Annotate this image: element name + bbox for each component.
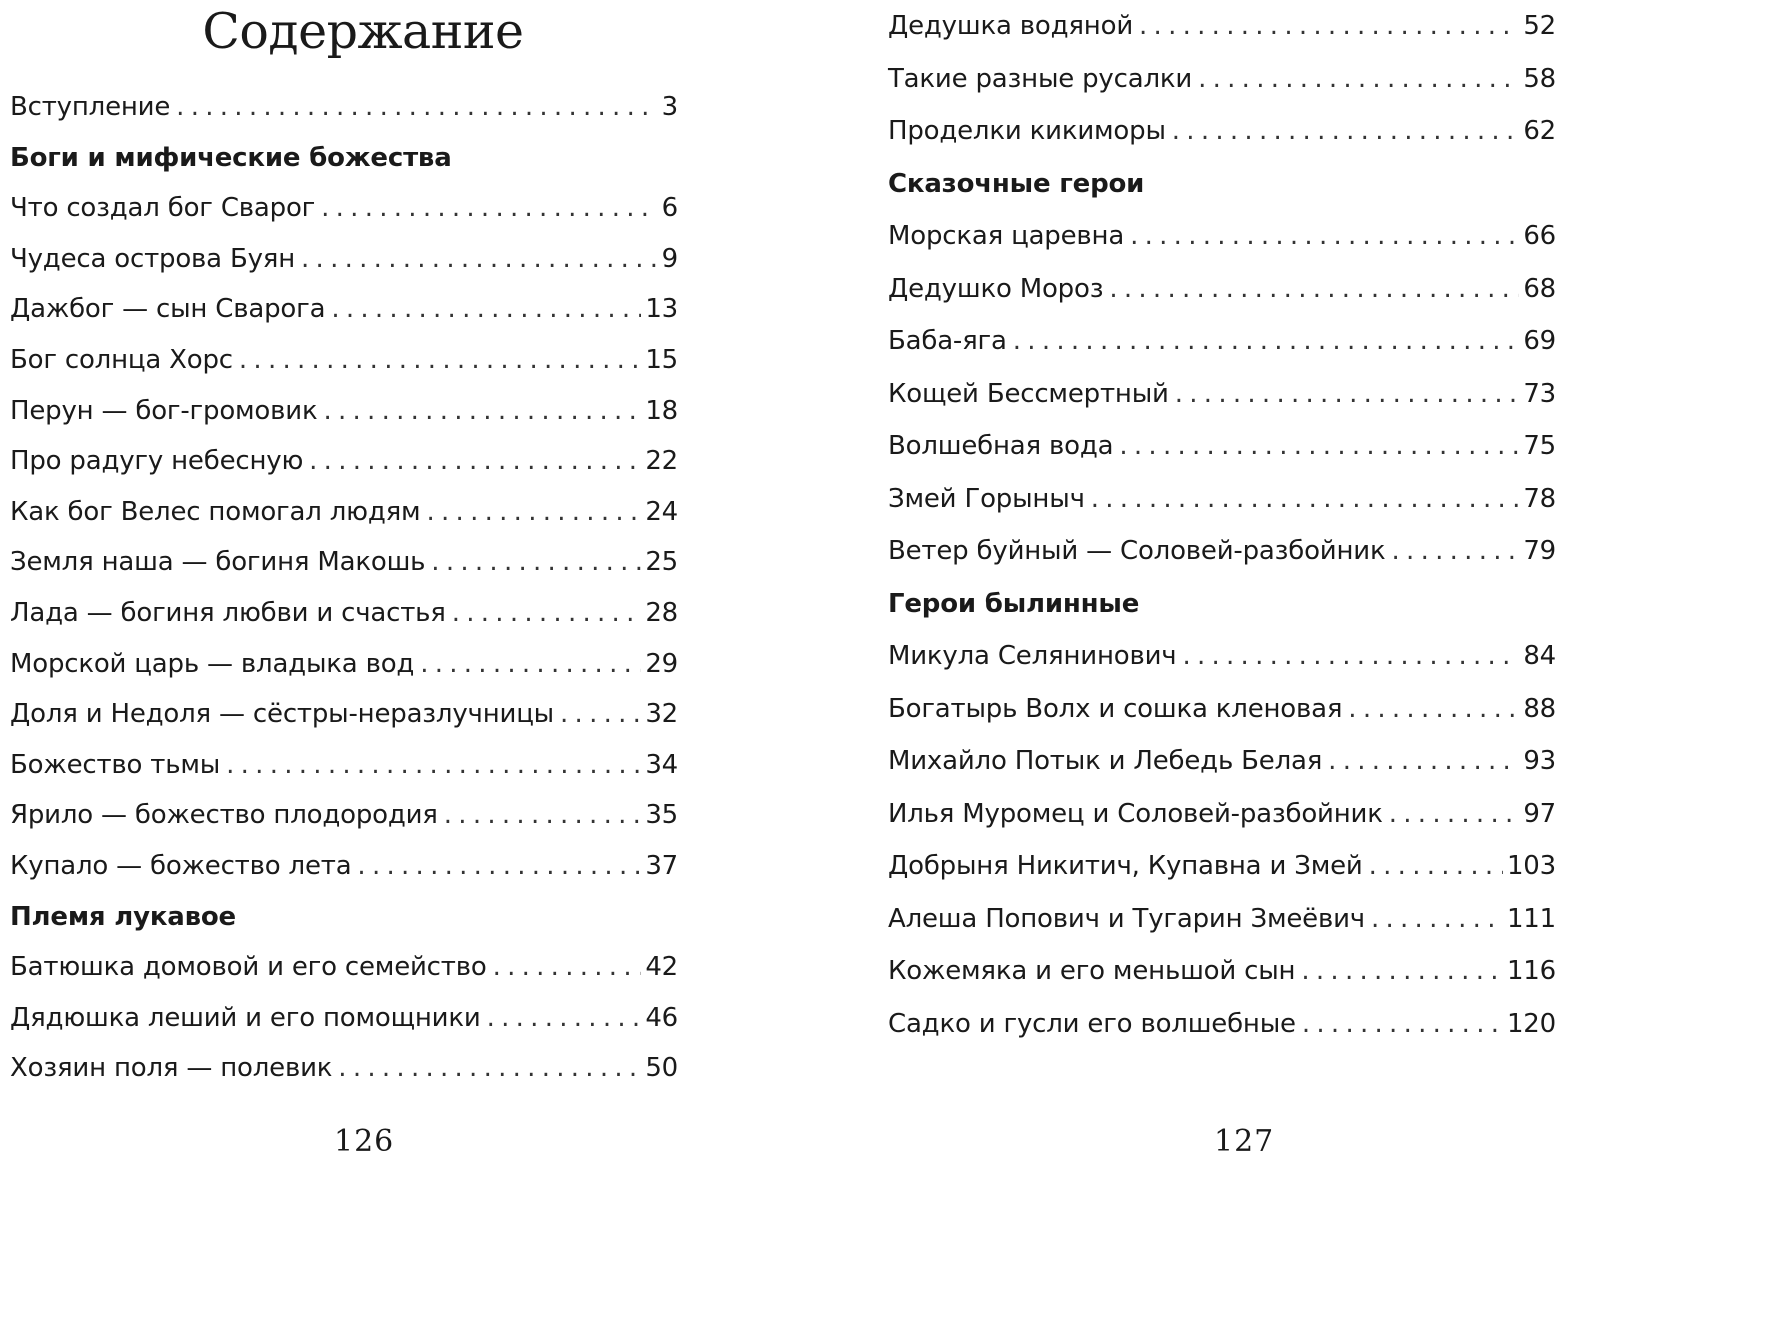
entry-title: Бог солнца Хорс (10, 344, 233, 375)
entry-title: Алеша Попович и Тугарин Змеёвич (888, 903, 1365, 934)
toc-entry[interactable] (10, 537, 678, 588)
leader-dots (1348, 683, 1519, 736)
entry-title: Ветер буйный — Соловей-разбойник (888, 536, 1386, 566)
entry-page-number: 22 (645, 446, 678, 477)
entry-page-number: 34 (645, 749, 678, 780)
toc-entry[interactable] (10, 82, 678, 133)
toc-entry[interactable] (10, 183, 678, 234)
entry-title: Батюшка домовой и его семейство (10, 952, 487, 983)
leader-dots (338, 1043, 641, 1094)
toc-entry[interactable] (888, 53, 1556, 106)
leader-dots (357, 841, 641, 892)
section-title: Племя лукавое (10, 901, 236, 932)
leader-dots (321, 183, 658, 234)
entry-title: Хозяин поля — полевик (10, 1053, 333, 1084)
leader-dots (1013, 315, 1520, 368)
leader-dots (1172, 105, 1520, 158)
leader-dots (1198, 53, 1519, 106)
entry-page-number: 88 (1523, 693, 1556, 724)
toc-entry[interactable] (10, 386, 678, 437)
toc-entry[interactable] (10, 790, 678, 841)
entry-title: Купало — божество лета (10, 850, 352, 881)
entry-page-number: 25 (645, 547, 678, 578)
toc-entry[interactable] (888, 683, 1556, 736)
page-number-left: 126 (334, 1124, 395, 1159)
entry-title: Микула Селянинович (888, 641, 1177, 671)
entry-title: Что создал бог Сварог (10, 193, 316, 224)
entry-page-number: 103 (1506, 851, 1556, 881)
entry-title: Добрыня Никитич, Купавна и Змей (888, 851, 1363, 881)
entry-title: Такие разные русалки (888, 63, 1193, 94)
toc-entry[interactable] (888, 525, 1556, 578)
entry-page-number: 35 (645, 800, 678, 831)
toc-entry[interactable] (888, 788, 1556, 841)
entry-title: Дядюшка леший и его помощники (10, 1002, 481, 1033)
leader-dots (452, 588, 642, 639)
toc-entry[interactable] (10, 1043, 678, 1094)
leader-dots (1328, 735, 1519, 788)
entry-title: Проделки кикиморы (888, 116, 1166, 146)
entry-page-number: 52 (1523, 11, 1556, 41)
leader-dots (420, 639, 641, 690)
leader-dots (1119, 420, 1519, 473)
toc-list-right (888, 0, 1556, 1050)
entry-page-number: 13 (645, 294, 678, 325)
entry-title: Вступление (10, 92, 171, 122)
leader-dots (331, 284, 641, 335)
entry-title: Про радугу небесную (10, 446, 304, 477)
entry-page-number: 69 (1523, 326, 1556, 356)
entry-title: Дедушка водяной (888, 11, 1134, 41)
toc-entry[interactable] (10, 942, 678, 993)
entry-page-number: 24 (645, 496, 678, 527)
toc-entry[interactable] (888, 840, 1556, 893)
toc-entry[interactable] (10, 436, 678, 487)
entry-title: Доля и Недоля — сёстры-неразлучницы (10, 699, 555, 730)
toc-entry[interactable] (10, 335, 678, 386)
leader-dots (1175, 368, 1520, 421)
toc-entry[interactable] (888, 368, 1556, 421)
entry-page-number: 79 (1523, 536, 1556, 566)
toc-title: Содержание (202, 3, 524, 60)
toc-entry[interactable] (10, 588, 678, 639)
entry-title: Михайло Потык и Лебедь Белая (888, 746, 1323, 776)
page-number-right: 127 (1214, 1124, 1275, 1159)
right-page (888, 0, 1556, 1166)
entry-title: Ярило — божество плодородия (10, 800, 438, 831)
entry-page-number: 15 (645, 344, 678, 375)
leader-dots (1369, 840, 1503, 893)
entry-title: Земля наша — богиня Макошь (10, 547, 426, 578)
entry-page-number: 28 (645, 597, 678, 628)
entry-page-number: 37 (645, 850, 678, 881)
entry-page-number: 73 (1523, 378, 1556, 409)
leader-dots (426, 487, 641, 538)
entry-title: Перун — бог-громовик (10, 395, 318, 426)
entry-page-number: 29 (645, 648, 678, 679)
entry-page-number: 58 (1523, 63, 1556, 94)
entry-page-number: 6 (661, 193, 678, 224)
toc-entry[interactable] (888, 105, 1556, 158)
leader-dots (1392, 525, 1520, 578)
toc-entry[interactable] (888, 630, 1556, 683)
leader-dots (560, 689, 641, 740)
entry-title: Змей Горыныч (888, 483, 1085, 514)
toc-entry[interactable] (10, 993, 678, 1044)
leader-dots (1130, 210, 1519, 263)
section-title: Герои былинные (888, 588, 1140, 619)
entry-title: Кощей Бессмертный (888, 378, 1169, 409)
entry-title: Кожемяка и его меньшой сын (888, 956, 1296, 986)
entry-title: Морская царевна (888, 221, 1125, 251)
entry-title: Богатырь Волх и сошка кленовая (888, 693, 1343, 724)
entry-page-number: 68 (1523, 273, 1556, 304)
toc-entry[interactable] (10, 487, 678, 538)
toc-entry[interactable] (10, 740, 678, 791)
leader-dots (309, 436, 641, 487)
leader-dots (444, 790, 642, 841)
entry-page-number: 42 (645, 952, 678, 983)
entry-page-number: 111 (1506, 903, 1556, 934)
entry-title: Садко и гусли его волшебные (888, 1008, 1296, 1039)
entry-page-number: 9 (661, 243, 678, 274)
toc-entry[interactable] (888, 473, 1556, 526)
section-heading (888, 158, 1556, 211)
toc-entry[interactable] (10, 841, 678, 892)
toc-entry[interactable] (888, 263, 1556, 316)
toc-entry[interactable] (10, 234, 678, 285)
entry-title: Лада — богиня любви и счастья (10, 597, 446, 628)
toc-entry[interactable] (10, 689, 678, 740)
leader-dots (1371, 893, 1503, 946)
toc-entry[interactable] (888, 998, 1556, 1051)
toc-entry[interactable] (10, 284, 678, 335)
entry-title: Чудеса острова Буян (10, 243, 296, 274)
leader-dots (487, 993, 642, 1044)
section-title: Боги и мифические божества (10, 142, 452, 173)
entry-page-number: 66 (1523, 221, 1556, 251)
toc-entry[interactable] (888, 0, 1556, 53)
leader-dots (431, 537, 641, 588)
entry-page-number: 84 (1523, 641, 1556, 671)
entry-page-number: 78 (1523, 483, 1556, 514)
entry-page-number: 62 (1523, 116, 1556, 146)
section-heading (10, 133, 678, 184)
leader-dots (1109, 263, 1519, 316)
entry-page-number: 3 (661, 92, 678, 122)
toc-entry[interactable] (888, 420, 1556, 473)
entry-page-number: 50 (645, 1053, 678, 1084)
leader-dots (1389, 788, 1520, 841)
leader-dots (1139, 0, 1519, 53)
toc-entry[interactable] (888, 315, 1556, 368)
leader-dots (176, 82, 657, 133)
entry-page-number: 116 (1506, 956, 1556, 986)
toc-entry[interactable] (888, 735, 1556, 788)
leader-dots (1091, 473, 1520, 526)
leader-dots (493, 942, 642, 993)
entry-page-number: 120 (1506, 1008, 1556, 1039)
entry-page-number: 18 (645, 395, 678, 426)
entry-title: Дажбог — сын Сварога (10, 294, 326, 325)
entry-title: Божество тьмы (10, 749, 221, 780)
toc-entry[interactable] (888, 893, 1556, 946)
toc-list-left (10, 82, 678, 1094)
entry-title: Дедушко Мороз (888, 273, 1104, 304)
entry-page-number: 75 (1523, 431, 1556, 461)
leader-dots (323, 386, 641, 437)
leader-dots (301, 234, 658, 285)
leader-dots (1302, 998, 1503, 1051)
entry-page-number: 46 (645, 1002, 678, 1033)
toc-entry[interactable] (10, 639, 678, 690)
toc-entry[interactable] (888, 945, 1556, 998)
entry-title: Как бог Велес помогал людям (10, 496, 421, 527)
entry-title: Волшебная вода (888, 431, 1114, 461)
entry-page-number: 93 (1523, 746, 1556, 776)
entry-title: Илья Муромец и Соловей-разбойник (888, 798, 1383, 829)
toc-entry[interactable] (888, 210, 1556, 263)
section-heading (10, 892, 678, 943)
leader-dots (1301, 945, 1503, 998)
entry-page-number: 97 (1523, 798, 1556, 829)
leader-dots (1182, 630, 1519, 683)
section-heading (888, 578, 1556, 631)
section-title: Сказочные герои (888, 168, 1145, 199)
left-page (10, 0, 678, 1166)
entry-page-number: 32 (645, 699, 678, 730)
leader-dots (226, 740, 641, 791)
entry-title: Морской царь — владыка вод (10, 648, 415, 679)
leader-dots (239, 335, 641, 386)
entry-title: Баба-яга (888, 326, 1007, 356)
